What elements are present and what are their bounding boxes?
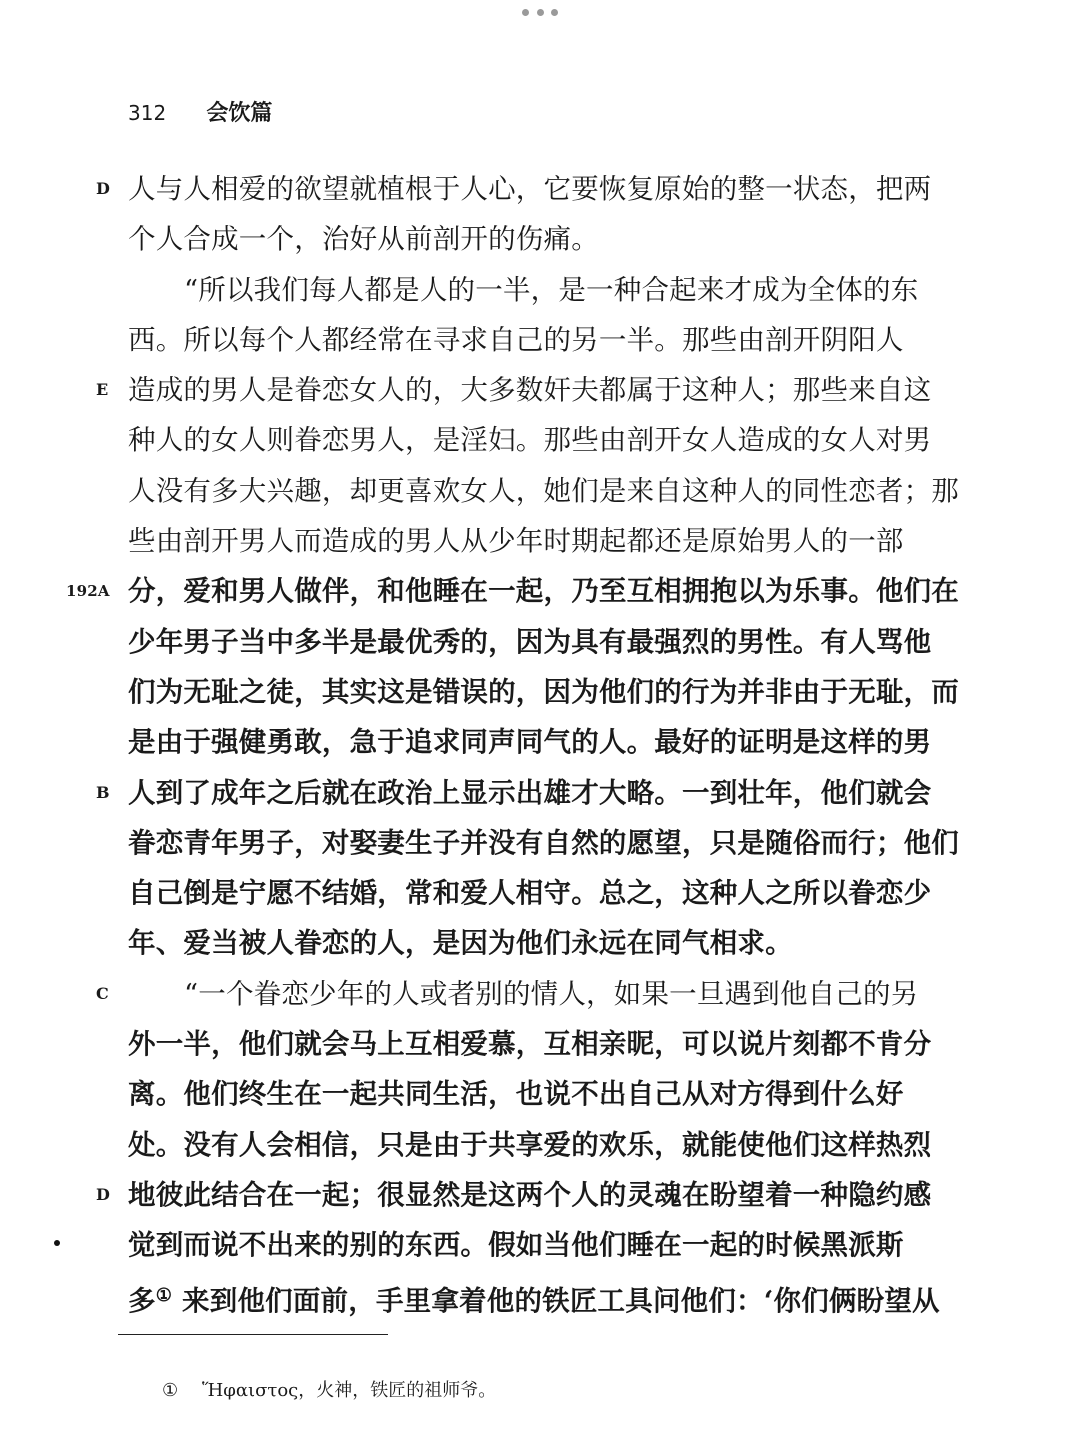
text-line	[128, 617, 948, 667]
margin-marker: B	[96, 782, 110, 802]
line-text: 少年男子当中多半是最优秀的，因为具有最强烈的男性。有人骂他	[128, 625, 932, 658]
line-text: 人到了成年之后就在政治上显示出雄才大略。一到壮年，他们就会	[128, 776, 932, 809]
text-line	[96, 164, 948, 214]
text-line	[128, 466, 959, 516]
footnote-divider	[118, 1334, 388, 1335]
line-text: 眷恋青年男子，对娶妻生子并没有自然的愿望，只是随俗而行；他们	[128, 826, 959, 859]
text-line	[128, 265, 948, 315]
line-text: 们为无耻之徒，其实这是错误的，因为他们的行为并非由于无耻，而	[128, 675, 959, 708]
text-line	[128, 667, 959, 717]
text-line	[96, 365, 948, 415]
line-text: 觉到而说不出来的别的东西。假如当他们睡在一起的时候黑派斯	[128, 1229, 904, 1262]
text-line	[66, 566, 959, 616]
margin-marker: D	[96, 1184, 111, 1204]
margin-marker: 192A	[66, 582, 110, 601]
line-text: “一个眷恋少年的人或者别的情人，如果一旦遇到他自己的另	[184, 977, 919, 1010]
text-line	[128, 1120, 948, 1170]
body-text	[66, 164, 959, 1321]
line-text: 分，爱和男人做伴，和他睡在一起，乃至互相拥抱以为乐事。他们在	[128, 575, 959, 608]
line-text: 外一半，他们就会马上互相爱慕，互相亲昵，可以说片刻都不肯分	[128, 1028, 932, 1061]
text-line	[128, 1069, 948, 1119]
text-line	[128, 1220, 948, 1270]
footnote-mark: ①	[162, 1380, 179, 1401]
line-text: 西。所以每个人都经常在寻求自己的另一半。那些由剖开阴阳人	[128, 323, 904, 356]
line-text: 地彼此结合在一起；很显然是这两个人的灵魂在盼望着一种隐约感	[128, 1178, 932, 1211]
footnote-reference[interactable]: ①	[155, 1284, 173, 1306]
line-text: 人没有多大兴趣，却更喜欢女人，她们是来自这种人的同性恋者；那	[128, 474, 959, 507]
text-line	[128, 214, 948, 264]
text-line	[128, 868, 948, 918]
text-line	[96, 1170, 948, 1220]
section-title: 会饮篇	[206, 101, 273, 126]
text-line	[96, 969, 948, 1019]
text-line	[128, 315, 948, 365]
stray-mark	[54, 1240, 60, 1246]
footnote-text: Ἥφαιστος，火神，铁匠的祖师爷。	[202, 1380, 497, 1401]
text-line	[96, 768, 948, 818]
line-text: 是由于强健勇敢，急于追求同声同气的人。最好的证明是这样的男	[128, 726, 932, 759]
running-head	[128, 96, 272, 127]
line-text: 离。他们终生在一起共同生活，也说不出自己从对方得到什么好	[128, 1078, 904, 1111]
more-dots-icon[interactable]	[522, 6, 558, 18]
text-line	[128, 516, 948, 566]
line-text-continued: 来到他们面前，手里拿着他的铁匠工具问他们：‘你们俩盼望从	[182, 1284, 940, 1317]
text-line	[128, 1271, 948, 1321]
margin-marker: C	[96, 983, 109, 1003]
line-text: 个人合成一个，治好从前剖开的伤痛。	[128, 223, 599, 256]
line-text: 年、爱当被人眷恋的人，是因为他们永远在同气相求。	[128, 927, 793, 960]
margin-marker: D	[96, 179, 111, 198]
line-text: 自己倒是宁愿不结婚，常和爱人相守。总之，这种人之所以眷恋少	[128, 877, 932, 910]
text-line	[128, 818, 959, 868]
line-text: 些由剖开男人而造成的男人从少年时期起都还是原始男人的一部	[128, 525, 904, 558]
line-text: “所以我们每人都是人的一半，是一种合起来才成为全体的东	[184, 273, 919, 306]
line-text: 人与人相爱的欲望就植根于人心，它要恢复原始的整一状态，把两	[128, 173, 932, 205]
text-line	[128, 1019, 948, 1069]
margin-marker: E	[96, 380, 109, 400]
line-text: 处。没有人会相信，只是由于共享爱的欢乐，就能使他们这样热烈	[128, 1128, 932, 1161]
text-line	[128, 717, 948, 767]
page-number: 312	[128, 101, 167, 125]
line-text: 造成的男人是眷恋女人的，大多数奸夫都属于这种人；那些来自这	[128, 374, 932, 407]
line-text: 多	[128, 1284, 156, 1317]
text-line	[128, 415, 948, 465]
line-text: 种人的女人则眷恋男人，是淫妇。那些由剖开女人造成的女人对男	[128, 424, 932, 457]
footnote	[162, 1376, 496, 1402]
text-line	[128, 918, 948, 968]
